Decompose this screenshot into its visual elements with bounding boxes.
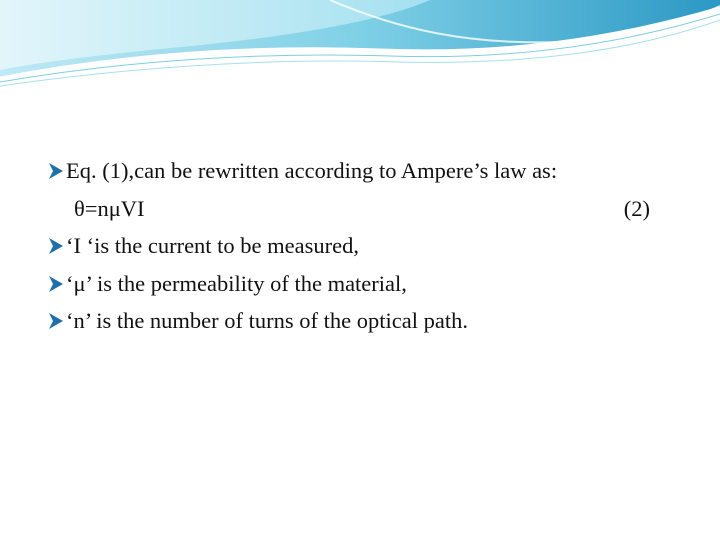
arrowhead-bullet-icon xyxy=(46,311,66,331)
bullet-text: ‘n’ is the number of turns of the optical path. xyxy=(66,308,468,333)
equation-line xyxy=(46,190,666,228)
arrowhead-bullet-icon xyxy=(46,161,66,181)
bullet-item xyxy=(46,227,666,265)
bullet-text: Eq. (1),can be rewritten according to Ampere’s law as: xyxy=(66,158,558,183)
arrowhead-bullet-icon xyxy=(46,274,66,294)
bullet-item xyxy=(46,152,666,190)
equation-number: (2) xyxy=(623,195,650,221)
arrowhead-bullet-icon xyxy=(46,236,66,256)
slide-body xyxy=(46,152,666,340)
equation-formula: θ=nμVI xyxy=(74,195,145,221)
bullet-text: ‘I ‘is the current to be measured, xyxy=(66,233,360,258)
bullet-item xyxy=(46,265,666,303)
bullet-item xyxy=(46,302,666,340)
bullet-text: ‘μ’ is the permeability of the material, xyxy=(66,270,407,296)
header-wave-decoration xyxy=(0,0,720,90)
